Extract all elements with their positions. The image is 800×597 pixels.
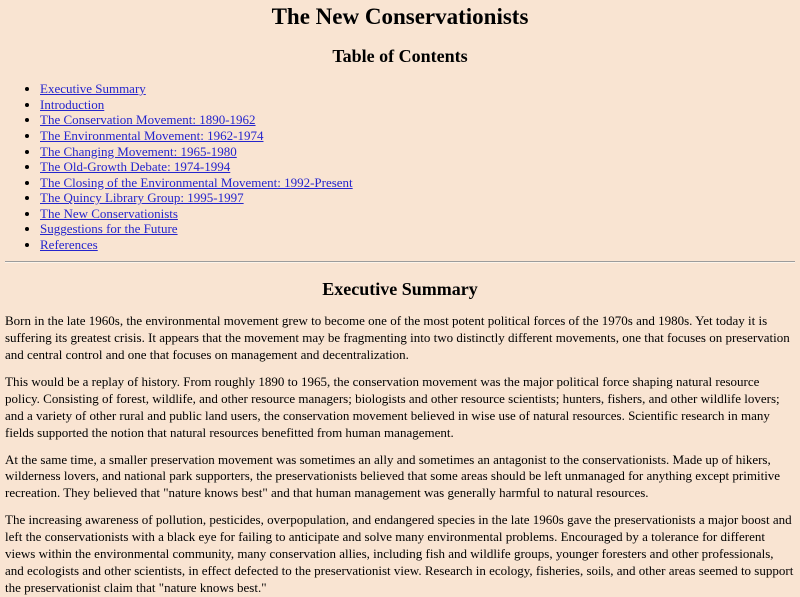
toc-item [40,97,795,113]
section-heading: Executive Summary [322,278,478,299]
toc-item [40,159,795,175]
toc-link[interactable]: The Closing of the Environmental Movement: 1992-Present [40,174,353,190]
toc-list [5,81,795,253]
toc-link[interactable]: The Environmental Movement: 1962-1974 [40,127,264,143]
toc-item [40,237,795,253]
toc-link[interactable]: The Old-Growth Debate: 1974-1994 [40,159,231,175]
toc-link[interactable]: Executive Summary [40,81,146,97]
paragraph: At the same time, a smaller preservation movement was sometimes an ally and sometimes an antagonist to the conservationists. Made up of hikers, wilderness lovers, and national park supporters, the preservationists believed that some areas should be left unmanaged for anything except primitive recreation. They believed that "nature knows best" and that human management was generally harmful to natural resources. [5,451,781,501]
toc-item [40,112,795,128]
toc-item [40,190,795,206]
section-body [5,313,795,596]
toc-link[interactable]: Suggestions for the Future [40,221,178,237]
toc-link[interactable]: The New Conservationists [40,205,178,221]
toc-item [40,128,795,144]
toc-item [40,81,795,97]
toc-heading: Table of Contents [332,46,468,67]
toc-item [40,144,795,160]
toc-item [40,221,795,237]
paragraph: The increasing awareness of pollution, pesticides, overpopulation, and endangered species in the late 1960s gave the preservationists a major boost and left the conservationists with a black eye for failing to anticipate and solve many environmental problems. Encouraged by a tolerance for different views within the environmental community, many conservation allies, including fish and wildlife groups, younger foresters and other professionals, and ecologists and other scientists, in effect defected to the preservationist view. Research in ecology, fisheries, soils, and other areas seemed to support the preservationist claim that "nature knows best." [5,512,794,595]
section-divider [5,261,795,263]
page-title: The New Conservationists [271,4,529,29]
toc-link[interactable]: The Conservation Movement: 1890-1962 [40,112,256,128]
toc-item [40,206,795,222]
toc-item [40,175,795,191]
toc-link[interactable]: The Changing Movement: 1965-1980 [40,143,237,159]
paragraph: Born in the late 1960s, the environmental movement grew to become one of the most potent political forces of the 1970s and 1980s. Yet today it is suffering its greatest crisis. It appears that the movement may be fragmenting into two distinctly different movements, one that focuses on preservation and central control and one that focuses on management and decentralization. [5,313,790,363]
paragraph: This would be a replay of history. From roughly 1890 to 1965, the conservation movement was the major political force shaping natural resource policy. Consisting of forest, wildlife, and other resource managers; biologists and other resource scientists; hunters, fishers, and other wildlife lovers; and a variety of other rural and public land users, the conservation movement believed in wise use of natural resources. Scientific research in many fields supported the notion that natural resources benefitted from human management. [5,374,780,440]
toc-link[interactable]: The Quincy Library Group: 1995-1997 [40,190,244,206]
toc-link[interactable]: Introduction [40,96,105,112]
toc-link[interactable]: References [40,237,98,253]
